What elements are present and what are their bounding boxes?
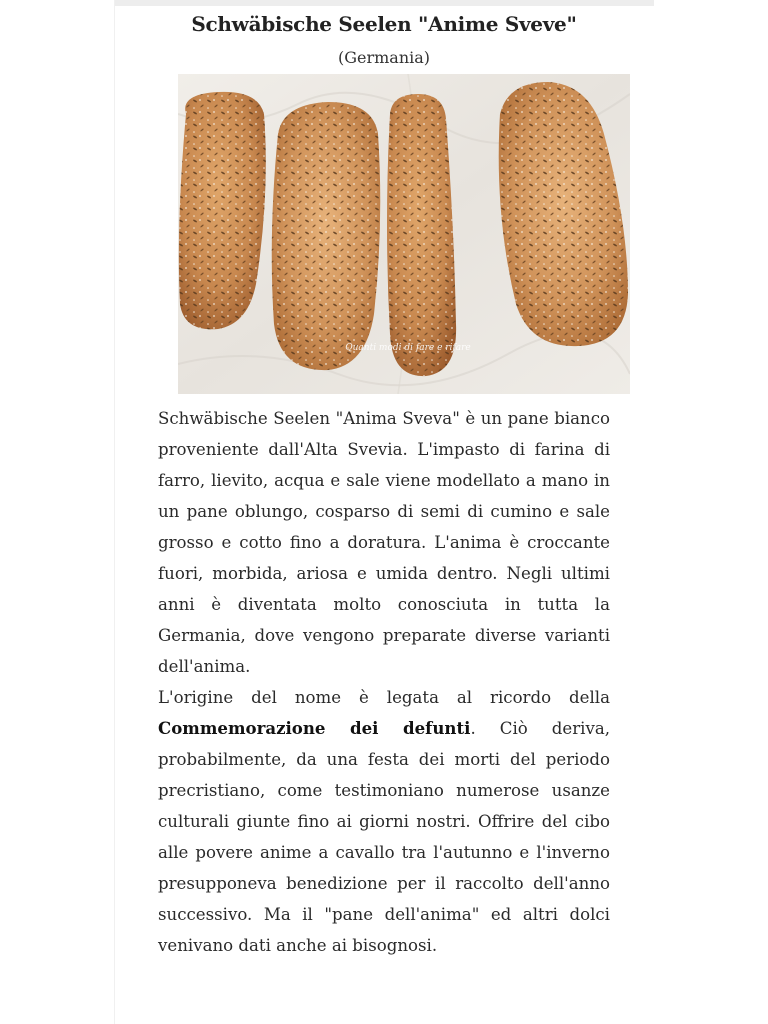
paragraph-2 bbox=[158, 682, 610, 961]
bread-loaf-1 bbox=[179, 92, 266, 329]
article-subtitle: (Germania) bbox=[337, 48, 431, 67]
bread-photo bbox=[178, 74, 630, 394]
bread-loaf-2 bbox=[272, 102, 381, 370]
paragraph-2-rest: . Ciò deriva, probabilmente, da una festa dei morti del periodo precristiano, come testimoniano numerose usanze culturali giunte fino ai giorni nostri. Offrire del cibo alle povere anime a cavallo tra l'autunno e l'inverno presupponeva benedizione per il raccolto dell'anno successivo. Ma il "pane dell'anima" ed altri dolci venivano dati anche ai bisognosi. bbox=[158, 719, 611, 955]
paragraph-2-intro: L'origine del nome è legata al ricordo della bbox=[158, 688, 610, 707]
commemorazione-link[interactable]: Commemorazione dei defunti bbox=[158, 718, 471, 738]
top-strip bbox=[114, 0, 654, 6]
article-title: Schwäbische Seelen "Anime Sveve" bbox=[191, 12, 577, 36]
article-body bbox=[158, 403, 610, 961]
photo-watermark: Quanti modi di fare e rifare bbox=[345, 343, 471, 353]
paragraph-1: Schwäbische Seelen "Anima Sveva" è un pane bianco proveniente dall'Alta Svevia. L'impasto di farina di farro, lievito, acqua e sale viene modellato a mano in un pane oblungo, cosparso di semi di cumino e sale grosso e cotto fino a doratura. L'anima è croccante fuori, morbida, ariosa e umida dentro. Negli ultimi anni è diventata molto conosciuta in tutta la Germania, dove vengono preparate diverse varianti dell'anima. bbox=[158, 409, 610, 676]
bread-loaf-3 bbox=[387, 94, 456, 376]
content-border bbox=[114, 0, 115, 1024]
